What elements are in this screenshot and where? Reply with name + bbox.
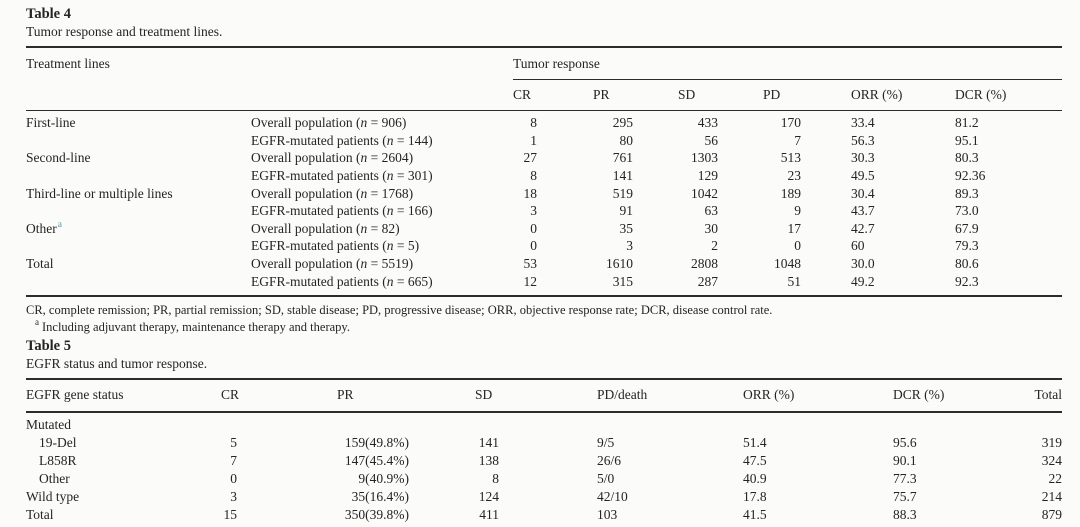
- table5-value-cell: 5/0: [597, 471, 615, 487]
- numeric-value: 9(40.9%): [358, 471, 409, 487]
- table5-total-cell: 324: [1041, 453, 1062, 469]
- numeric-value: 141: [478, 435, 499, 451]
- table4-value-cell: [678, 273, 763, 291]
- table5-value-cell: [475, 452, 597, 470]
- table4-value-cell: 79.3: [955, 238, 979, 254]
- table4-footnotes: [26, 302, 1062, 335]
- population-count: = 5): [393, 238, 420, 254]
- n-symbol: n: [360, 220, 368, 236]
- table4-value-cell: 49.5: [851, 167, 875, 183]
- table4-value-cell: 73.0: [955, 203, 979, 219]
- table5-value-cell: 9/5: [597, 435, 615, 451]
- footnote-a-marker: a: [57, 220, 62, 231]
- table4-value-cell: 80.3: [955, 150, 979, 166]
- numeric-value: 12: [523, 273, 537, 289]
- numeric-value: 3: [230, 489, 237, 505]
- n-symbol: n: [386, 203, 394, 219]
- table4-value-cell: 80.6: [955, 255, 979, 271]
- table5-value-cell: [893, 416, 993, 434]
- table-row: [26, 114, 1062, 132]
- table4-value-cell: [763, 132, 851, 150]
- numeric-value: 8: [530, 115, 537, 131]
- numeric-value: 2: [711, 238, 718, 254]
- table4-value-cell: [593, 202, 678, 220]
- table5-value-cell: [221, 434, 337, 452]
- table-row: [26, 167, 1062, 185]
- table4-footnote-a: [26, 319, 1062, 336]
- table4-value-cell: [678, 202, 763, 220]
- table-row: [26, 273, 1062, 291]
- numeric-value: 519: [612, 185, 633, 201]
- table4-footnote-abbreviations: CR, complete remission; PR, partial remission; SD, stable disease; PD, progressive disease; ORR, objective response rate; DCR, disease control rate.: [26, 303, 773, 318]
- table4-value-cell: [678, 185, 763, 203]
- table4-value-cell: 42.7: [851, 220, 875, 236]
- table4-value-cell: [513, 149, 593, 167]
- table5-header: [26, 380, 1062, 413]
- table5-col-header-orr: ORR (%): [743, 387, 795, 403]
- population-label: Overall population (: [251, 185, 361, 201]
- population-label: Overall population (: [251, 150, 361, 166]
- numeric-value: 350(39.8%): [344, 507, 409, 523]
- numeric-value: 0: [530, 220, 537, 236]
- table4-value-cell: [513, 202, 593, 220]
- treatment-line-label: Other: [26, 220, 57, 236]
- table4-value-cell: [763, 220, 851, 238]
- numeric-value: 138: [478, 453, 499, 469]
- table4-col-header-dcr: DCR (%): [955, 86, 1007, 102]
- numeric-value: 17: [787, 220, 801, 236]
- table4-treatment-cell: [26, 255, 251, 273]
- numeric-value: 0: [794, 238, 801, 254]
- numeric-value: 159(49.8%): [344, 435, 409, 451]
- table5-value-cell: [337, 434, 475, 452]
- numeric-value: 2808: [691, 255, 718, 271]
- table4-treatment-cell: [26, 149, 251, 167]
- table5-status-cell: L858R: [39, 453, 77, 469]
- table5-col-header-sd: SD: [475, 387, 493, 403]
- table4-population-cell: [251, 167, 513, 185]
- numeric-value: 0: [230, 471, 237, 487]
- table4-value-cell: [593, 185, 678, 203]
- table-row: [26, 185, 1062, 203]
- table5-col-header-pd-death: PD/death: [597, 387, 648, 403]
- table4-value-cell: [763, 149, 851, 167]
- table5-value-cell: [221, 470, 337, 488]
- table4-col-header-pd: PD: [763, 86, 781, 102]
- table4-population-cell: [251, 132, 513, 150]
- table5-value-cell: 95.6: [893, 435, 917, 451]
- table4-value-cell: [593, 149, 678, 167]
- numeric-value: 129: [697, 167, 718, 183]
- table4-value-cell: 30.3: [851, 150, 875, 166]
- population-label: Overall population (: [251, 255, 361, 271]
- table4-population-cell: [251, 220, 513, 238]
- table4-header: [26, 48, 1062, 111]
- table5-value-cell: 88.3: [893, 507, 917, 523]
- numeric-value: 433: [697, 115, 718, 131]
- numeric-value: 1610: [606, 255, 633, 271]
- numeric-value: 8: [530, 167, 537, 183]
- numeric-value: 18: [523, 185, 537, 201]
- population-label: Overall population (: [251, 220, 361, 236]
- numeric-value: 141: [612, 167, 633, 183]
- table5-value-cell: 17.8: [743, 489, 767, 505]
- table5-total-cell: 214: [1041, 489, 1062, 505]
- table5: [26, 378, 1062, 527]
- table4-value-cell: [678, 255, 763, 273]
- table4-value-cell: [678, 114, 763, 132]
- table4-value-cell: [593, 273, 678, 291]
- table4-col-header-sd: SD: [678, 86, 696, 102]
- table4-treatment-cell: [26, 185, 251, 203]
- numeric-value: 23: [787, 167, 801, 183]
- treatment-line-label: First-line: [26, 115, 76, 131]
- table5-value-cell: 42/10: [597, 489, 628, 505]
- table4-col-header-cr: CR: [513, 86, 532, 102]
- numeric-value: 1303: [691, 150, 718, 166]
- table4-body: [26, 111, 1062, 295]
- table4-value-cell: [593, 255, 678, 273]
- table-row: [26, 237, 1062, 255]
- table4-population-cell: [251, 149, 513, 167]
- numeric-value: 9: [794, 203, 801, 219]
- numeric-value: 3: [626, 238, 633, 254]
- table5-col-header-total: Total: [1034, 387, 1062, 403]
- table-row: [26, 434, 1062, 452]
- table4-value-cell: 92.3: [955, 273, 979, 289]
- n-symbol: n: [360, 115, 368, 131]
- table4-value-cell: [513, 185, 593, 203]
- table4-value-cell: 56.3: [851, 132, 875, 148]
- table4-value-cell: 60: [851, 238, 865, 254]
- numeric-value: 15: [223, 507, 237, 523]
- table4-value-cell: [513, 237, 593, 255]
- table5-value-cell: [337, 506, 475, 524]
- table-row: [26, 506, 1062, 524]
- table4-treatment-cell: [26, 273, 251, 291]
- table4-value-cell: [593, 132, 678, 150]
- n-symbol: n: [386, 167, 394, 183]
- table4-value-cell: [763, 185, 851, 203]
- table5-value-cell: 77.3: [893, 471, 917, 487]
- numeric-value: 189: [780, 185, 801, 201]
- table4-title: Table 4: [26, 6, 71, 22]
- n-symbol: n: [386, 132, 394, 148]
- table4-value-cell: [763, 255, 851, 273]
- population-count: = 5519): [367, 255, 414, 271]
- treatment-line-label: Third-line or multiple lines: [26, 185, 173, 201]
- table4-col-header-orr: ORR (%): [851, 86, 903, 102]
- n-symbol: n: [360, 150, 368, 166]
- table4-value-cell: 43.7: [851, 203, 875, 219]
- table5-col-header-cr: CR: [221, 387, 240, 403]
- table5-value-cell: [221, 452, 337, 470]
- table4-value-cell: [593, 220, 678, 238]
- table4-section: [26, 6, 1062, 335]
- numeric-value: 170: [780, 115, 801, 131]
- table4-value-cell: [678, 237, 763, 255]
- numeric-value: 91: [619, 203, 633, 219]
- numeric-value: 761: [612, 150, 633, 166]
- table5-caption: EGFR status and tumor response.: [26, 356, 208, 372]
- table5-body: [26, 413, 1062, 527]
- table5-total-cell: 22: [1048, 471, 1062, 487]
- table5-value-cell: [597, 416, 743, 434]
- table4-col1-header: Treatment lines: [26, 56, 110, 71]
- population-label: EGFR-mutated patients (: [251, 167, 387, 183]
- population-count: = 2604): [367, 150, 414, 166]
- table5-value-cell: [337, 452, 475, 470]
- table5-value-cell: [743, 416, 893, 434]
- population-label: EGFR-mutated patients (: [251, 132, 387, 148]
- table5-title: Table 5: [26, 338, 71, 355]
- population-count: = 665): [393, 273, 433, 289]
- table4-value-cell: [763, 167, 851, 185]
- table5-value-cell: 47.5: [743, 453, 767, 469]
- table-row: [26, 452, 1062, 470]
- table5-value-cell: 41.5: [743, 507, 767, 523]
- n-symbol: n: [360, 185, 368, 201]
- table4-population-cell: [251, 114, 513, 132]
- table5-status-cell: Other: [39, 471, 70, 487]
- table4-value-cell: [513, 255, 593, 273]
- footnote-a-text: Including adjuvant therapy, maintenance therapy and therapy.: [42, 319, 350, 334]
- table5-status-cell: Wild type: [26, 489, 80, 505]
- table5-value-cell: [337, 488, 475, 506]
- table5-status-cell: Mutated: [26, 417, 71, 433]
- table5-value-cell: [337, 470, 475, 488]
- table4-population-cell: [251, 255, 513, 273]
- table4-treatment-cell: [26, 167, 251, 185]
- numeric-value: 53: [523, 255, 537, 271]
- population-count: = 906): [367, 115, 407, 131]
- table4-value-cell: [513, 114, 593, 132]
- spacer: [251, 80, 513, 111]
- table4-value-cell: 49.2: [851, 273, 875, 289]
- population-label: Overall population (: [251, 115, 361, 131]
- table5-value-cell: 90.1: [893, 453, 917, 469]
- table5-value-cell: 26/6: [597, 453, 622, 469]
- table4-treatment-cell: [26, 132, 251, 150]
- table5-col-header-dcr: DCR (%): [893, 387, 945, 403]
- population-count: = 166): [393, 203, 433, 219]
- population-count: = 1768): [367, 185, 414, 201]
- table5-value-cell: 75.7: [893, 489, 917, 505]
- table4-value-cell: [593, 237, 678, 255]
- table5-col-header-pr: PR: [337, 387, 354, 403]
- table5-value-cell: [475, 470, 597, 488]
- spacer: [26, 80, 251, 111]
- numeric-value: 1042: [691, 185, 718, 201]
- table4-value-cell: [513, 132, 593, 150]
- table4-value-cell: [678, 149, 763, 167]
- population-label: EGFR-mutated patients (: [251, 238, 387, 254]
- numeric-value: 7: [230, 453, 237, 469]
- table5-value-cell: [475, 488, 597, 506]
- numeric-value: 287: [697, 273, 718, 289]
- numeric-value: 56: [704, 132, 718, 148]
- table4-value-cell: [678, 220, 763, 238]
- table5-value-cell: [221, 506, 337, 524]
- table4-value-cell: [513, 167, 593, 185]
- table4-value-cell: 92.36: [955, 167, 986, 183]
- population-count: = 144): [393, 132, 433, 148]
- table-row: [26, 470, 1062, 488]
- population-count: = 82): [367, 220, 400, 236]
- numeric-value: 295: [612, 115, 633, 131]
- table4-value-cell: [593, 114, 678, 132]
- population-label: EGFR-mutated patients (: [251, 203, 387, 219]
- table4-population-cell: [251, 237, 513, 255]
- table5-section: [26, 338, 1062, 527]
- table4-col-header-pr: PR: [593, 86, 610, 102]
- table-row: [26, 149, 1062, 167]
- numeric-value: 147(45.4%): [344, 453, 409, 469]
- n-symbol: n: [386, 273, 394, 289]
- numeric-value: 7: [794, 132, 801, 148]
- numeric-value: 30: [704, 220, 718, 236]
- table4-value-cell: 30.4: [851, 185, 875, 201]
- table4-value-cell: 33.4: [851, 115, 875, 131]
- table5-value-cell: [475, 506, 597, 524]
- numeric-value: 80: [619, 132, 633, 148]
- table5-value-cell: 51.4: [743, 435, 767, 451]
- table4-value-cell: [678, 167, 763, 185]
- table4-value-cell: [593, 167, 678, 185]
- numeric-value: 27: [523, 150, 537, 166]
- numeric-value: 35(16.4%): [351, 489, 409, 505]
- numeric-value: 1048: [774, 255, 801, 271]
- numeric-value: 51: [787, 273, 801, 289]
- table5-status-cell: Total: [26, 507, 54, 523]
- table-row: [26, 488, 1062, 506]
- table4-value-cell: 81.2: [955, 115, 979, 131]
- numeric-value: 3: [530, 203, 537, 219]
- table5-col-header-status: EGFR gene status: [26, 387, 124, 403]
- numeric-value: 35: [619, 220, 633, 236]
- table5-total-cell: [993, 416, 1062, 434]
- table4-value-cell: 30.0: [851, 255, 875, 271]
- numeric-value: 63: [704, 203, 718, 219]
- table-row: [26, 202, 1062, 220]
- table4-value-cell: [763, 237, 851, 255]
- numeric-value: 411: [479, 507, 499, 523]
- treatment-line-label: Total: [26, 255, 54, 271]
- table4-group-header: Tumor response: [513, 48, 1062, 80]
- table5-value-cell: [337, 416, 475, 434]
- numeric-value: 5: [230, 435, 237, 451]
- table4-value-cell: [763, 114, 851, 132]
- table4-value-cell: [513, 220, 593, 238]
- table4: [26, 46, 1062, 297]
- treatment-line-label: Second-line: [26, 150, 91, 166]
- population-count: = 301): [393, 167, 433, 183]
- table5-status-cell: 19-Del: [39, 435, 77, 451]
- table-row: [26, 220, 1062, 238]
- table-row: [26, 132, 1062, 150]
- numeric-value: 124: [478, 489, 499, 505]
- table5-value-cell: 103: [597, 507, 618, 523]
- population-label: EGFR-mutated patients (: [251, 273, 387, 289]
- numeric-value: 0: [530, 238, 537, 254]
- table5-value-cell: [475, 416, 597, 434]
- table4-treatment-cell: [26, 202, 251, 220]
- table4-value-cell: [763, 273, 851, 291]
- table5-total-cell: 319: [1041, 435, 1062, 451]
- footnote-a-marker: a: [35, 317, 39, 328]
- table4-value-cell: [763, 202, 851, 220]
- table4-treatment-cell: [26, 220, 251, 238]
- table-row: [26, 255, 1062, 273]
- table5-value-cell: [475, 434, 597, 452]
- table4-population-cell: [251, 202, 513, 220]
- table4-value-cell: [513, 273, 593, 291]
- n-symbol: n: [360, 255, 368, 271]
- table4-value-cell: [678, 132, 763, 150]
- numeric-value: 1: [530, 132, 537, 148]
- table4-treatment-cell: [26, 237, 251, 255]
- table4-caption: Tumor response and treatment lines.: [26, 24, 223, 39]
- table5-value-cell: 40.9: [743, 471, 767, 487]
- table4-value-cell: 67.9: [955, 220, 979, 236]
- table5-total-cell: 879: [1041, 507, 1062, 523]
- table5-value-cell: [221, 416, 337, 434]
- n-symbol: n: [386, 238, 394, 254]
- numeric-value: 513: [780, 150, 801, 166]
- table4-value-cell: 89.3: [955, 185, 979, 201]
- numeric-value: 315: [612, 273, 633, 289]
- table4-population-cell: [251, 185, 513, 203]
- table4-population-cell: [251, 273, 513, 291]
- table-row: [26, 416, 1062, 434]
- table4-value-cell: 95.1: [955, 132, 979, 148]
- numeric-value: 8: [492, 471, 499, 487]
- table4-treatment-cell: [26, 114, 251, 132]
- table5-value-cell: [221, 488, 337, 506]
